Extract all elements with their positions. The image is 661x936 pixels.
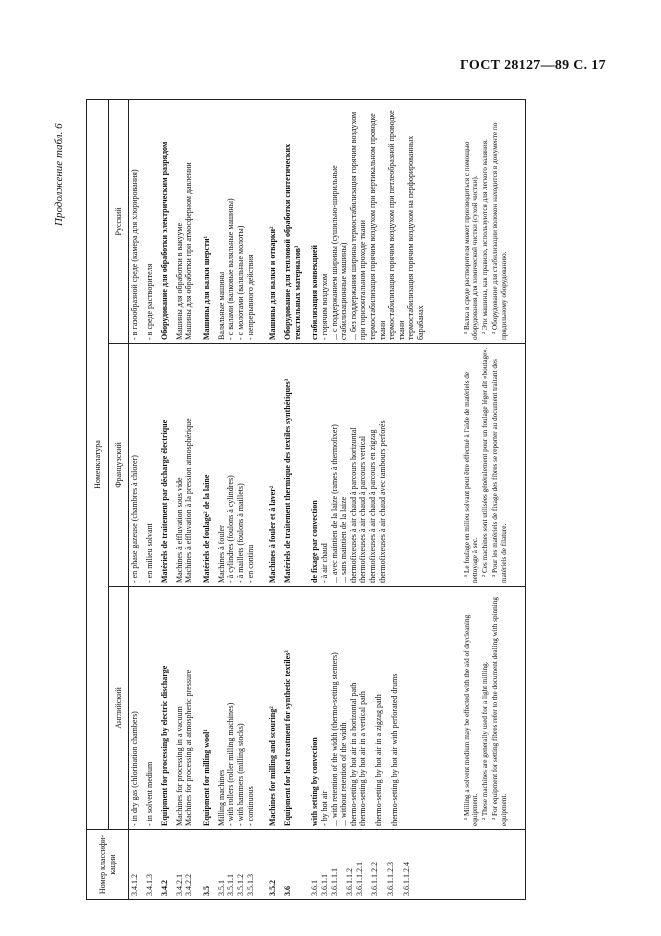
cell-english — [159, 587, 174, 830]
cell-number-line: 3.5.1 — [216, 880, 226, 896]
table-row — [129, 100, 145, 900]
cell-number — [174, 830, 201, 900]
cell-russian-line: Машины для валки шерсти¹ — [201, 236, 211, 340]
cell-number-line: 3.6 — [283, 886, 293, 896]
footnote: ² Ces machines sont utilisées généralement pour un foulage léger dit «boutage». — [481, 347, 490, 577]
table-row — [216, 100, 268, 900]
cell-number-line: 3.6.1.1.2.1 — [354, 862, 364, 896]
cell-russian-line: - с молотами (валяльные молоты) — [235, 225, 245, 340]
footnotes-fr — [460, 344, 526, 587]
table-row — [282, 100, 309, 900]
cell-french-line: Matériels de traitement thermique des textiles synthétiques³ — [283, 378, 293, 583]
cell-russian-line: ... с поддержанием ширины (сушильно-ширильные стабилизационные машины) — [329, 165, 349, 340]
column-header-number: Номер классифи-кации — [87, 830, 129, 900]
cell-french — [309, 344, 459, 587]
cell-russian-line: Машины для обработки в вакууме — [174, 222, 184, 340]
cell-russian-line: Машины для валки и отварки² — [268, 226, 278, 340]
cell-french-line: thermofixeuses à air chaud à parcours horizontal — [348, 427, 358, 583]
cell-russian-line: Оборудование для тепловой обработки синтетических текстильных материалов³ — [283, 143, 302, 340]
cell-number — [159, 830, 174, 900]
cell-russian-line: стабилизация конвекцией — [310, 244, 320, 340]
cell-french — [159, 344, 174, 587]
cell-french — [174, 344, 201, 587]
table-row — [309, 100, 459, 900]
cell-english-line: ... with retention of the width (thermo-setting stenters) — [329, 652, 339, 826]
cell-french-line: thermofixeuses à air chaud avec tambours perforés — [377, 420, 387, 583]
cell-english-line: Machines for processing at atmospheric pressure — [184, 669, 194, 826]
footnotes-en — [460, 587, 526, 830]
cell-english-line: Machines for milling and scouring² — [268, 706, 278, 826]
cell-russian-line: Машины для обработки при атмосферном давлении — [184, 162, 194, 340]
footnote: ¹ Le foulage en milieu solvant peut être effectué à l'aide de matériels de nettoyage à sec. — [462, 371, 480, 583]
cell-french — [144, 344, 159, 587]
cell-number-line: 3.5 — [201, 886, 211, 896]
cell-number-line: 3.6.1.1.2 — [345, 868, 355, 896]
footnote: ³ For equipment for setting fibres refer to the document dealing with spinning equipment. — [490, 597, 508, 826]
cell-french-line: Machines à fouler et à laver² — [268, 485, 278, 583]
cell-english-line: - with hammers (milling stocks) — [235, 723, 245, 826]
cell-english-line: Equipment for milling wool¹ — [201, 729, 211, 826]
cell-english-line: thermo-setting by hot air in a vertical path — [358, 691, 368, 826]
cell-number — [144, 830, 159, 900]
cell-english — [174, 587, 201, 830]
cell-russian-line: - в газообразной среде (камера для хлорирования) — [130, 169, 139, 340]
cell-number-line: 3.6.1.1.2.3 — [386, 862, 396, 896]
cell-english-line: Equipment for processing by electric discharge — [159, 665, 169, 826]
cell-russian-line: - непрерывного действия — [245, 254, 255, 340]
footnote-row — [460, 100, 526, 900]
cell-russian — [129, 100, 145, 344]
cell-russian — [216, 100, 268, 344]
cell-number-line: 3.6.1.1 — [320, 874, 330, 896]
footnote: ² These machines are generally used for a light milling. — [481, 661, 490, 820]
cell-russian-line: - с валами (валковые валяльные машины) — [226, 198, 236, 340]
cell-number — [282, 830, 309, 900]
table-row — [174, 100, 201, 900]
cell-english-line: Machines for processing in a vacuum — [174, 706, 184, 826]
column-header-russian: Русский — [109, 100, 129, 344]
footnote: ² Эти машины, как правило, используются для легкого валяния. — [481, 139, 490, 334]
cell-number-line: 3.5.2 — [268, 880, 278, 896]
cell-russian — [174, 100, 201, 344]
cell-english — [267, 587, 282, 830]
cell-french-line: ... avec maintien de la laize (rames à thermofixer) — [329, 424, 339, 583]
page-header: ГОСТ 28127—89 С. 17 — [460, 58, 606, 73]
cell-russian-line: Оборудование для обработки электрическим разрядом — [159, 141, 169, 340]
cell-english-line: with setting by convection — [310, 737, 320, 826]
cell-number-line: 3.5.1.3 — [245, 874, 255, 896]
cell-french — [216, 344, 268, 587]
cell-english-line: Milling machines — [216, 769, 226, 826]
cell-russian — [159, 100, 174, 344]
cell-number-line: 3.4.1.3 — [145, 874, 154, 896]
cell-english — [129, 587, 145, 830]
cell-french-line: thermofixeuses à air chaud à parcours en zigzag — [368, 429, 378, 583]
cell-number-line: 3.4.1.2 — [130, 874, 139, 896]
cell-number — [201, 830, 216, 900]
cell-russian — [267, 100, 282, 344]
cell-russian-line: ... без поддержания ширины термостабилизация горячим воздухом при горизонтальном проходе ткани — [348, 111, 368, 340]
cell-french-line: thermofixeuses à air chaud à parcours vertical — [358, 435, 368, 583]
cell-french-line: de fixage par convection — [310, 500, 320, 583]
footnote: ¹ Milling a solvent medium may be effected with the aid of drycleaning equipment. — [462, 614, 480, 826]
footnote-blank-cell — [460, 830, 526, 900]
cell-russian — [201, 100, 216, 344]
cell-french-line: - en continu — [245, 544, 255, 583]
cell-french-line: ... sans maintien de la laize — [339, 496, 349, 583]
table-row — [267, 100, 282, 900]
cell-russian-line: термостабилизация горячим воздухом на перфорированных барабанах — [406, 135, 425, 340]
column-header-french: Французский — [109, 344, 129, 587]
cell-english-line: - in solvent medium — [145, 761, 154, 826]
cell-french-line: Matériels de foulage² de la laine — [201, 474, 211, 583]
continuation-label: Продолжение табл. 6 — [53, 123, 65, 226]
cell-english — [144, 587, 159, 830]
cell-russian — [309, 100, 459, 344]
cell-french — [267, 344, 282, 587]
footnote: ¹ Валка в среде растворителя может производиться с помощью оборудования для химической чистки (сухой чистки). — [462, 141, 480, 340]
footnote: ³ Оборудование для стабилизации волокон находится в документе по прядильному оборудованию. — [490, 122, 508, 340]
cell-russian-line: - горячим воздухом — [320, 273, 330, 340]
cell-english-line: ... without retention of the width — [339, 722, 349, 826]
cell-english — [201, 587, 216, 830]
nomenclature-table — [86, 99, 526, 900]
cell-number-line: 3.6.1.1.2.4 — [401, 862, 411, 896]
cell-french — [282, 344, 309, 587]
cell-french-line: Matériels de traitement par décharge électrique — [159, 419, 169, 583]
cell-french-line: - en milieu solvant — [145, 523, 154, 583]
cell-english-line: - with rollers (roller milling machines) — [226, 702, 236, 826]
rotated-table-wrapper — [86, 100, 526, 900]
cell-english-line: - by hot air — [320, 790, 330, 826]
table-row — [144, 100, 159, 900]
table-row — [201, 100, 216, 900]
cell-french-line: Machines à fouler — [216, 525, 226, 583]
cell-russian-line: термостабилизация горячим воздухом при петлеобразной проводке ткани — [387, 110, 406, 340]
cell-french-line: - à maillets (foulons à maillets) — [235, 483, 245, 583]
cell-number-line: 3.4.2.1 — [174, 874, 184, 896]
cell-french-line: - à air chaud — [320, 543, 330, 583]
cell-english-line: thermo-setting by hot air in a horizontal path — [348, 682, 358, 826]
cell-number-line: 3.6.1.1.1 — [329, 868, 339, 896]
cell-english-line: Equipment for heat treatment for synthetic textiles³ — [283, 650, 293, 826]
cell-number — [129, 830, 145, 900]
cell-english — [216, 587, 268, 830]
table-row — [159, 100, 174, 900]
footnote: ³ Pour les matériels de fixage des fibres se reporter au document traitant des matériels de filature. — [490, 359, 508, 583]
footnotes-ru — [460, 100, 526, 344]
cell-number-line: 3.4.2.2 — [184, 874, 194, 896]
cell-french-line: - à cylindres (foulons à cylindres) — [226, 475, 236, 583]
cell-number-line: 3.5.1.1 — [226, 874, 236, 896]
cell-english-line: thermo-setting by hot air in a zigzag path — [374, 694, 384, 826]
cell-russian-line: Валяльные машины — [216, 271, 226, 340]
cell-number — [309, 830, 459, 900]
column-header-nomenclature: Номенклатура — [87, 100, 109, 830]
cell-number-line: 3.5.1.2 — [235, 874, 245, 896]
cell-english-line: thermo-setting by hot air with perforated drums — [389, 673, 399, 826]
cell-french — [129, 344, 145, 587]
cell-french — [201, 344, 216, 587]
cell-number-line: 3.6.1.1.2.2 — [370, 862, 380, 896]
cell-french-line: Machines à effluvation à la pression atmosphérique — [184, 418, 194, 583]
cell-english-line: - in dry gas (chlorination chambers) — [130, 711, 139, 826]
cell-english — [309, 587, 459, 830]
cell-french-line: Machines à effluvation sous vide — [174, 477, 184, 583]
cell-russian-line: - в среде растворителя — [145, 263, 154, 340]
cell-number — [267, 830, 282, 900]
cell-number — [216, 830, 268, 900]
cell-russian — [144, 100, 159, 344]
cell-russian-line: термостабилизация горячим воздухом при вертикальном проводке ткани — [368, 113, 387, 340]
cell-number-line: 3.6.1 — [310, 880, 320, 896]
column-header-english: Английский — [109, 587, 129, 830]
cell-english-line: - continuous — [245, 786, 255, 826]
cell-french-line: - en phase gazeuse (chambres à chlorer) — [130, 455, 139, 583]
cell-english — [282, 587, 309, 830]
cell-russian — [282, 100, 309, 344]
cell-number-line: 3.4.2 — [159, 880, 169, 896]
